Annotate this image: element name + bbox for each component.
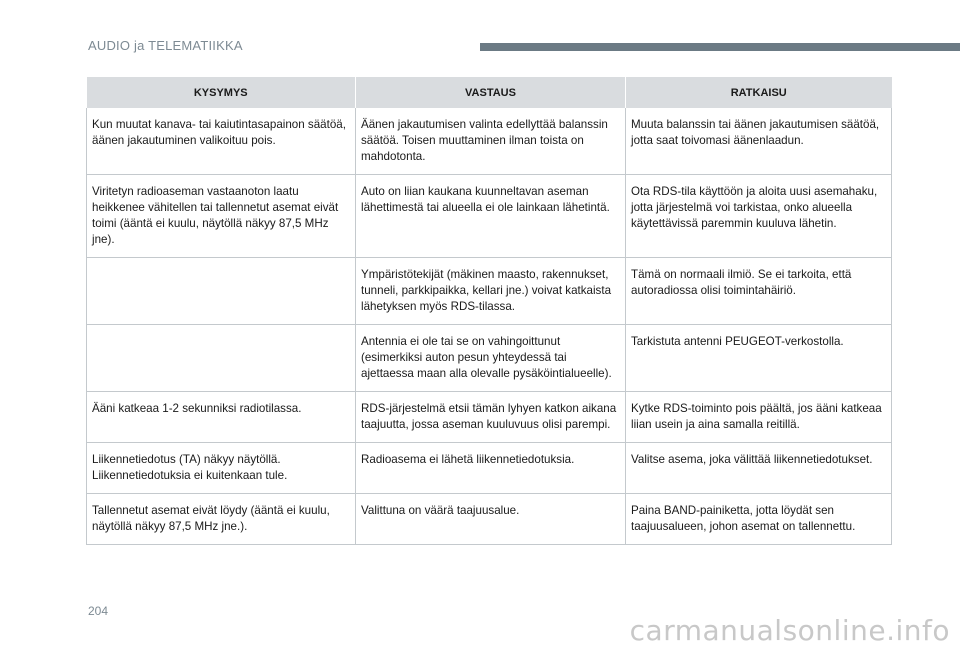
question-cell: Tallennetut asemat eivät löydy (ääntä ei kuulu, näytöllä näkyy 87,5 MHz jne.). <box>87 494 356 545</box>
page-number: 204 <box>88 604 109 618</box>
table-header-row <box>87 77 892 108</box>
table-row <box>87 175 892 258</box>
section-title: AUDIO ja TELEMATIIKKA <box>88 38 243 53</box>
solution-cell: Ota RDS-tila käyttöön ja aloita uusi asemahaku, jotta järjestelmä voi tarkistaa, onko alueella käytettävissä paremmin kuuluva lähetin. <box>626 175 892 258</box>
solution-cell: Tarkistuta antenni PEUGEOT-verkostolla. <box>626 325 892 392</box>
question-cell: Viritetyn radioaseman vastaanoton laatu heikkenee vähitellen tai tallennetut asemat eivät toimi (ääntä ei kuulu, näytöllä näkyy 87,5 MHz jne). <box>87 175 356 258</box>
table-row <box>87 258 892 325</box>
table-row <box>87 494 892 545</box>
solution-cell: Tämä on normaali ilmiö. Se ei tarkoita, että autoradiossa olisi toimintahäiriö. <box>626 258 892 325</box>
answer-cell: Ympäristötekijät (mäkinen maasto, rakennukset, tunneli, parkkipaikka, kellari jne.) voivat katkaista lähetyksen myös RDS-tilassa. <box>356 258 626 325</box>
table-row <box>87 392 892 443</box>
faq-table <box>86 77 892 545</box>
answer-cell: RDS-järjestelmä etsii tämän lyhyen katkon aikana taajuutta, jossa aseman kuuluvuus olisi parempi. <box>356 392 626 443</box>
question-cell: Liikennetiedotus (TA) näkyy näytöllä. Liikennetiedotuksia ei kuitenkaan tule. <box>87 443 356 494</box>
question-cell <box>87 258 356 325</box>
question-cell: Ääni katkeaa 1-2 sekunniksi radiotilassa. <box>87 392 356 443</box>
solution-cell: Muuta balanssin tai äänen jakautumisen säätöä, jotta saat toivomasi äänenlaadun. <box>626 108 892 175</box>
answer-cell: Äänen jakautumisen valinta edellyttää balanssin säätöä. Toisen muuttaminen ilman toista on mahdotonta. <box>356 108 626 175</box>
answer-cell: Auto on liian kaukana kuunneltavan aseman lähettimestä tai alueella ei ole lainkaan lähetintä. <box>356 175 626 258</box>
question-cell <box>87 325 356 392</box>
table-row <box>87 325 892 392</box>
watermark: carmanualsonline.info <box>629 614 950 647</box>
solution-cell: Kytke RDS-toiminto pois päältä, jos ääni katkeaa liian usein ja aina samalla reitillä. <box>626 392 892 443</box>
solution-cell: Paina BAND-painiketta, jotta löydät sen taajuusalueen, johon asemat on tallennettu. <box>626 494 892 545</box>
answer-cell: Valittuna on väärä taajuusalue. <box>356 494 626 545</box>
table-row <box>87 443 892 494</box>
column-header-solution: RATKAISU <box>626 77 892 108</box>
header-bar <box>480 43 960 51</box>
column-header-answer: VASTAUS <box>356 77 626 108</box>
answer-cell: Radioasema ei lähetä liikennetiedotuksia. <box>356 443 626 494</box>
question-cell: Kun muutat kanava- tai kaiutintasapainon säätöä, äänen jakautuminen valikoituu pois. <box>87 108 356 175</box>
column-header-question: KYSYMYS <box>87 77 356 108</box>
solution-cell: Valitse asema, joka välittää liikennetiedotukset. <box>626 443 892 494</box>
table-row <box>87 108 892 175</box>
answer-cell: Antennia ei ole tai se on vahingoittunut (esimerkiksi auton pesun yhteydessä tai ajettaessa maan alla olevalle pysäköintialueelle). <box>356 325 626 392</box>
